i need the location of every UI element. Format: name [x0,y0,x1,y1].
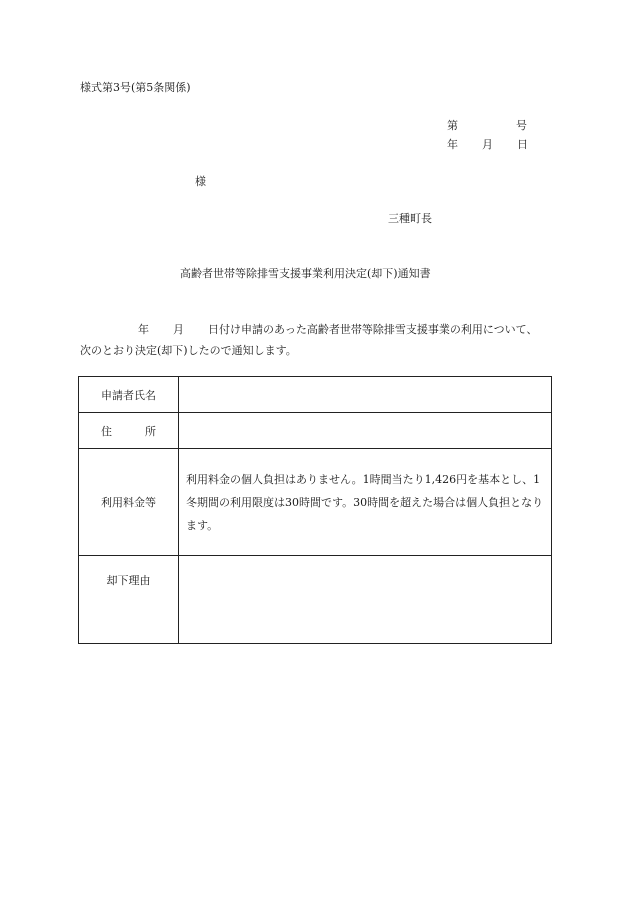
body-month-label: 月 [173,323,184,336]
address-label [79,413,179,449]
issue-date-line [447,139,528,150]
day-label: 日 [517,138,528,151]
address-label-char-1: 住 [101,424,112,438]
issuer-name: 三種町長 [388,212,432,225]
body-line-1 [80,324,537,335]
fee-value: 利用料金の個人負担はありません。1時間当たり1,426円を基本とし、1冬期間の利用限度は30時間です。30時間を超えた場合は個人負担となります。 [179,449,552,556]
number-prefix: 第 [447,119,458,132]
address-value [179,413,552,449]
address-label-char-2: 所 [145,424,156,438]
fee-label: 利用料金等 [79,449,179,556]
table-row [79,449,552,556]
table-row [79,413,552,449]
applicant-name-label: 申請者氏名 [79,377,179,413]
body-year-label: 年 [138,323,149,336]
body-line-1-text: 日付け申請のあった高齢者世帯等除排雪支援事業の利用について、 [208,323,538,336]
rejection-reason-label: 却下理由 [79,556,179,644]
number-suffix: 号 [516,119,527,132]
year-label: 年 [447,138,458,151]
rejection-reason-value [179,556,552,644]
table-row [79,377,552,413]
document-title: 高齢者世帯等除排雪支援事業利用決定(却下)通知書 [180,267,431,280]
body-line-2: 次のとおり決定(却下)したので通知します。 [80,344,297,357]
recipient-honorific: 様 [195,175,206,188]
table-row [79,556,552,644]
month-label: 月 [482,138,493,151]
info-table [78,376,552,644]
document-number-line [447,120,527,131]
form-number: 様式第3号(第5条関係) [80,81,191,94]
applicant-name-value [179,377,552,413]
